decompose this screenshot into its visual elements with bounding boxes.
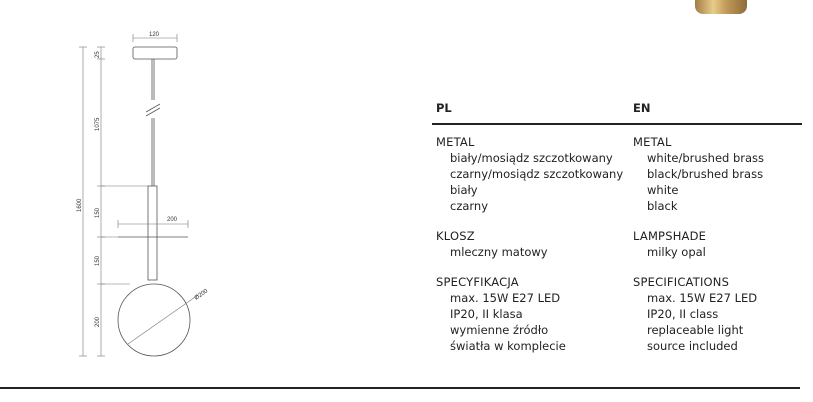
list-item: max. 15W E27 LED bbox=[647, 291, 758, 305]
list-item: czarny/mosiądz szczotkowany bbox=[450, 167, 624, 181]
section-title: KLOSZ bbox=[436, 229, 475, 243]
globe-diameter-label: Ø200 bbox=[193, 288, 210, 302]
list-item: black bbox=[647, 199, 678, 213]
section-title: LAMPSHADE bbox=[633, 229, 707, 243]
column-en bbox=[633, 100, 764, 354]
list-item: max. 15W E27 LED bbox=[450, 291, 561, 305]
list-item: source included bbox=[647, 339, 738, 353]
list-item: IP20, II class bbox=[647, 307, 719, 321]
list-item: biały/mosiądz szczotkowany bbox=[450, 151, 613, 165]
segment-cable-label: 1075 bbox=[95, 117, 101, 131]
shade-width-label: 200 bbox=[167, 217, 178, 223]
cable-break-mark bbox=[146, 104, 160, 112]
list-item: biały bbox=[450, 183, 478, 197]
list-item: czarny bbox=[450, 199, 489, 213]
globe bbox=[118, 284, 190, 356]
canopy-width-label: 120 bbox=[149, 32, 160, 38]
list-item: white bbox=[647, 183, 679, 197]
section-shade-en bbox=[633, 228, 764, 260]
section-spec-en bbox=[633, 274, 764, 354]
list-item: white/brushed brass bbox=[647, 151, 765, 165]
canopy bbox=[133, 47, 177, 59]
header-rule bbox=[432, 123, 802, 125]
section-title: METAL bbox=[436, 135, 475, 149]
section-title: SPECYFIKACJA bbox=[436, 275, 519, 289]
brass-product-photo-fragment bbox=[695, 0, 747, 14]
list-item: black/brushed brass bbox=[647, 167, 764, 181]
total-height-label: 1600 bbox=[77, 198, 83, 212]
segment-globe-label: 200 bbox=[95, 316, 101, 327]
column-pl bbox=[436, 100, 623, 354]
column-header-pl: PL bbox=[436, 101, 452, 115]
section-metal-pl bbox=[436, 134, 623, 214]
bottom-rule bbox=[0, 387, 800, 389]
section-title: METAL bbox=[633, 135, 672, 149]
technical-drawing bbox=[0, 0, 420, 370]
list-item: IP20, II klasa bbox=[450, 307, 523, 321]
section-metal-en bbox=[633, 134, 764, 214]
globe-diameter-line bbox=[128, 295, 198, 344]
list-item: replaceable light bbox=[647, 323, 744, 337]
column-header-en: EN bbox=[633, 101, 651, 115]
section-title: SPECIFICATIONS bbox=[633, 275, 730, 289]
list-item: wymienne źródło bbox=[450, 323, 549, 337]
segment-lower-label: 150 bbox=[95, 255, 101, 266]
section-shade-pl bbox=[436, 228, 623, 260]
list-item: mleczny matowy bbox=[450, 245, 548, 259]
segment-tube-label: 150 bbox=[95, 207, 101, 218]
section-spec-pl bbox=[436, 274, 623, 354]
list-item: światła w komplecie bbox=[450, 339, 566, 353]
list-item: milky opal bbox=[647, 245, 706, 259]
segment-canopy-label: 25 bbox=[95, 51, 101, 58]
rod-tube bbox=[148, 186, 157, 280]
